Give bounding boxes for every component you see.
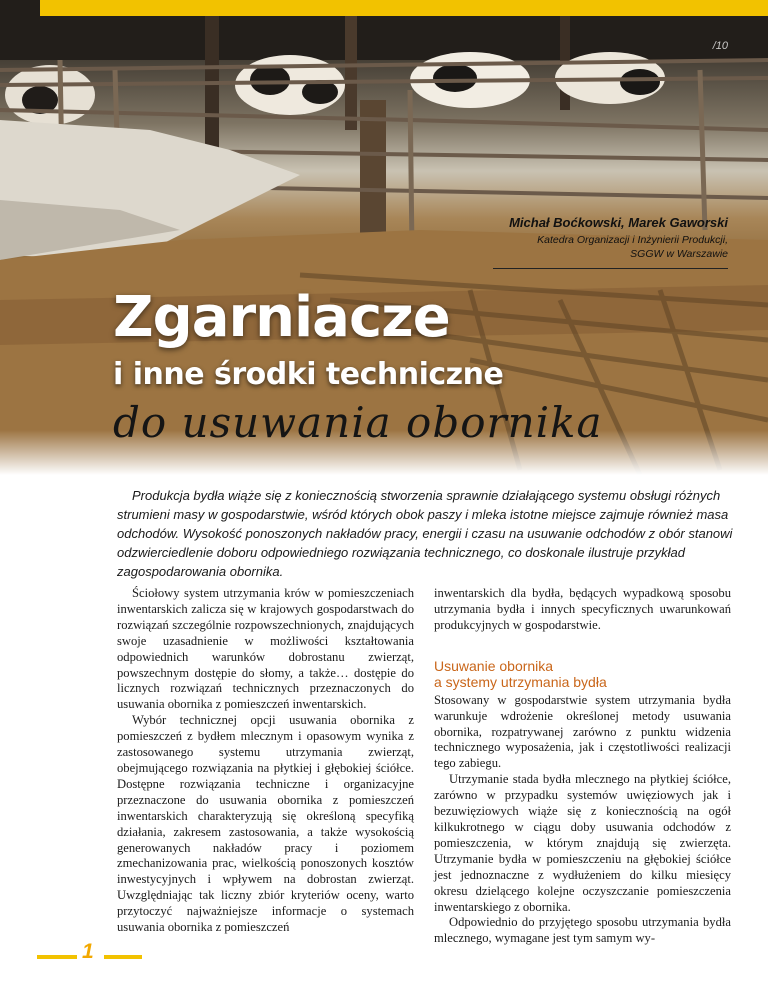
text-column-right: [434, 586, 731, 947]
page-number: 1: [82, 940, 94, 963]
affiliation-line-1: Katedra Organizacji i Inżynierii Produkcji,: [537, 234, 728, 246]
right-paragraph-1: Stosowany w gospodarstwie system utrzymania bydła warunkuje wdrożenie określonej metody usuwania obornika, rozpatrywanej zarówno z punktu widzenia technicznego wyposażenia, jak i częstotliwości realizacji tego zabiegu.: [434, 692, 731, 771]
text-column-left: [117, 586, 414, 936]
section-heading-line-2: a systemy utrzymania bydła: [434, 673, 607, 690]
author-names: Michał Boćkowski, Marek Gaworski: [509, 215, 728, 230]
page-number-rule-right: [104, 955, 142, 959]
authors-block: [509, 215, 728, 261]
right-paragraph-2: Utrzymanie stada bydła mlecznego na płytkiej ściółce, zarówno w przypadku systemów uwięziowych jak i bezuwięziowych wiąże się z koniecznością na ogół kilkukrotnego w ciągu doby usuwania odchodów z pomieszczenia, w którym znajdują się zwierzęta. Utrzymanie bydła w pomieszczeniu na głębokiej ściółce jest jednoznaczne z wydłużeniem do kilku miesięcy okresu dzielącego kolejne oczyszczanie pomieszczenia inwentarskiego z obornika.: [434, 772, 731, 914]
left-paragraph-1: Ściołowy system utrzymania krów w pomieszczeniach inwentarskich zalicza się w krajowych gospodarstwach do rozwiązań szczególnie rozpowszechnionych, znajdujących swoje uzasadnienie w możliwości kształtowania odpowiednich warunków dobrostanu zwierząt, powszechnym dostępie do słomy, a także… dostępie do licznych rozwiązań technicznych przeznaczonych do usuwania obornika z pomieszczeń inwentarskich.: [117, 586, 414, 712]
hero-photo: [0, 0, 768, 475]
top-accent-band: [40, 0, 768, 16]
left-paragraph-2: Wybór technicznej opcji usuwania obornika z pomieszczeń z bydłem mlecznym i opasowym wynika z zastosowanego systemu utrzymania zwierząt, obejmującego rozwiązania na płytkiej i głębokiej ściółce. Dostępne rozwiązania techniczne i organizacyjne przeznaczone do usuwania obornika z pomieszczeń inwentarskich charakteryzują się określoną specyfiką działania, zakresem zastosowania, a także wysokością generowanych nakładów pracy i poziomem zmechanizowania prac, wielkością ponoszonych kosztów inwestycyjnych i wpływem na dobrostan zwierząt. Uwzględniając tak liczny zbiór kryteriów oceny, warto przytoczyć najważniejsze informacje o systemach usuwania obornika z pomieszczeń: [117, 713, 414, 935]
right-paragraph-0: inwentarskich dla bydła, będących wypadkową sposobu utrzymania bydła i innych specyficznych uwarunkowań produkcyjnych w gospodarstwie.: [434, 586, 731, 632]
article-title: Zgarniacze: [113, 285, 450, 350]
right-paragraph-3: Odpowiednio do przyjętego sposobu utrzymania bydła mlecznego, wymagane jest tym samym wy-: [434, 915, 731, 946]
affiliation-line-2: SGGW w Warszawie: [630, 248, 728, 260]
authors-divider: [493, 268, 728, 269]
article-title-script: do usuwania obornika: [113, 398, 603, 447]
section-heading: [434, 658, 731, 690]
issue-tag: /10: [712, 40, 728, 52]
page-number-rule-left: [37, 955, 77, 959]
article-subtitle: i inne środki techniczne: [113, 357, 504, 392]
lead-text: Produkcja bydła wiąże się z koniecznością stworzenia sprawnie działającego systemu obsługi różnych strumieni masy w gospodarstwie, wśród których obok paszy i mleka istotne miejsce zajmuje również masa odchodów. Wysokość ponoszonych nakładów pracy, energii i czasu na usuwanie odchodów z obór stanowi odzwierciedlenie doboru odpowiedniego rozwiązania technicznego, co doskonale ilustruje przykład zagospodarowania obornika.: [117, 488, 733, 579]
lead-paragraph: [117, 486, 735, 581]
section-heading-line-1: Usuwanie obornika: [434, 657, 554, 674]
